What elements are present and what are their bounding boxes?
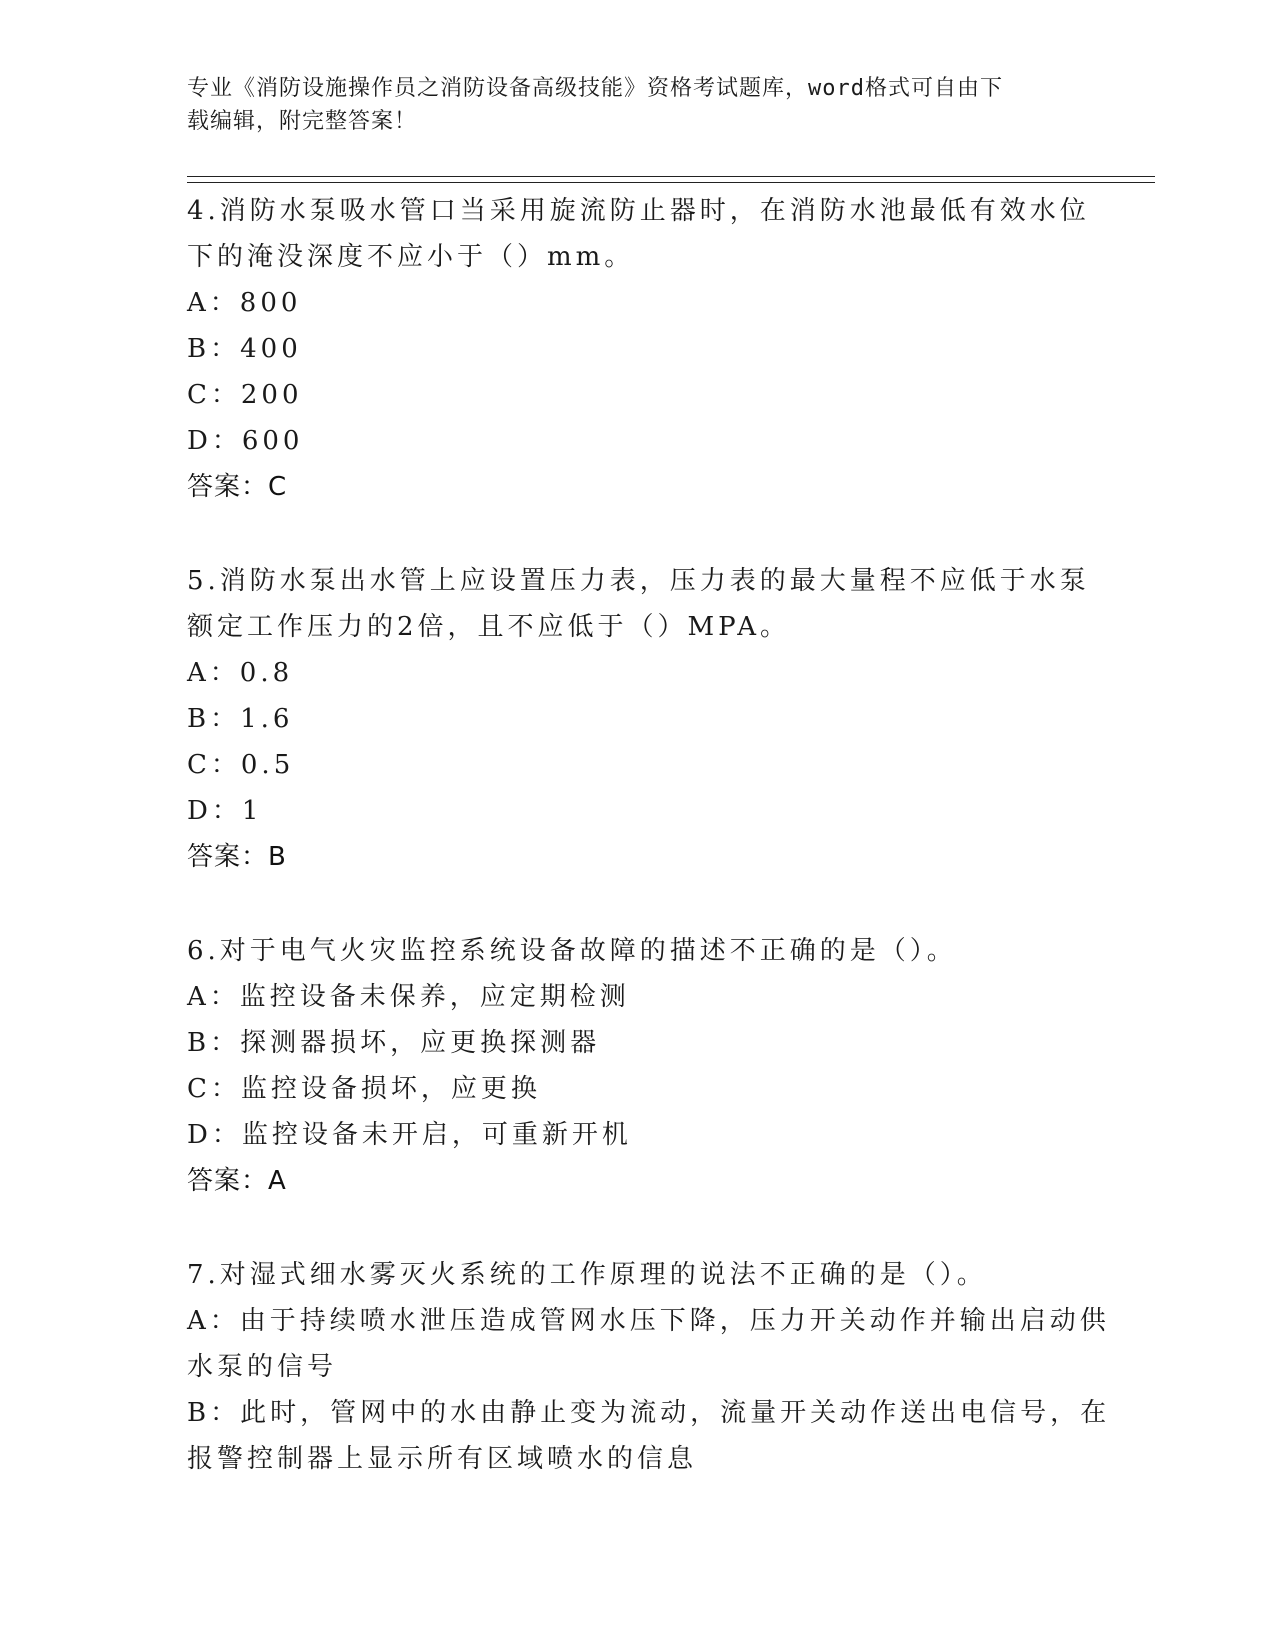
option-a: A：监控设备未保养，应定期检测 xyxy=(187,982,630,1012)
option-b: B：此时，管网中的水由静止变为流动，流量开关动作送出电信号，在 xyxy=(187,1398,1111,1428)
header-divider-top xyxy=(187,176,1155,177)
option-c: C：监控设备损坏，应更换 xyxy=(187,1074,541,1104)
question-block xyxy=(187,1252,1111,1482)
question-stem: 7.对湿式细水雾灭火系统的工作原理的说法不正确的是（）。 xyxy=(187,1260,987,1290)
question-block xyxy=(187,928,1087,1204)
option-d: D：监控设备未开启，可重新开机 xyxy=(187,1120,632,1150)
question-list xyxy=(187,188,1111,1482)
spacer xyxy=(187,510,1087,558)
option-d: D：600 xyxy=(187,426,304,456)
option-c: C：0.5 xyxy=(187,750,295,780)
option-b: B：探测器损坏，应更换探测器 xyxy=(187,1028,601,1058)
question-stem: 下的淹没深度不应小于（）mm。 xyxy=(187,242,635,272)
option-a: A：0.8 xyxy=(187,658,294,688)
spacer xyxy=(187,880,1087,928)
option-a-continued: 水泵的信号 xyxy=(187,1352,338,1382)
option-a: A：800 xyxy=(187,288,302,318)
question-stem: 额定工作压力的2倍，且不应低于（）MPA。 xyxy=(187,612,791,642)
answer-line: 答案：A xyxy=(187,1166,287,1196)
header-line-1: 专业《消防设施操作员之消防设备高级技能》资格考试题库，word格式可自由下 xyxy=(187,76,1003,101)
answer-line: 答案：C xyxy=(187,472,288,502)
spacer xyxy=(187,1204,1087,1252)
option-a: A：由于持续喷水泄压造成管网水压下降，压力开关动作并输出启动供 xyxy=(187,1306,1110,1336)
answer-line: 答案：B xyxy=(187,842,287,872)
option-b-continued: 报警控制器上显示所有区域喷水的信息 xyxy=(187,1444,698,1474)
header-divider-bottom xyxy=(187,182,1155,183)
document-header xyxy=(187,72,1087,138)
option-b: B：1.6 xyxy=(187,704,294,734)
question-block xyxy=(187,188,1090,510)
header-line-2: 载编辑，附完整答案！ xyxy=(187,109,418,134)
option-d: D：1 xyxy=(187,796,263,826)
option-c: C：200 xyxy=(187,380,303,410)
question-block xyxy=(187,558,1090,880)
question-stem: 5.消防水泵出水管上应设置压力表，压力表的最大量程不应低于水泵 xyxy=(187,566,1090,596)
question-stem: 4.消防水泵吸水管口当采用旋流防止器时，在消防水池最低有效水位 xyxy=(187,196,1090,226)
question-stem: 6.对于电气火灾监控系统设备故障的描述不正确的是（）。 xyxy=(187,936,957,966)
option-b: B：400 xyxy=(187,334,302,364)
